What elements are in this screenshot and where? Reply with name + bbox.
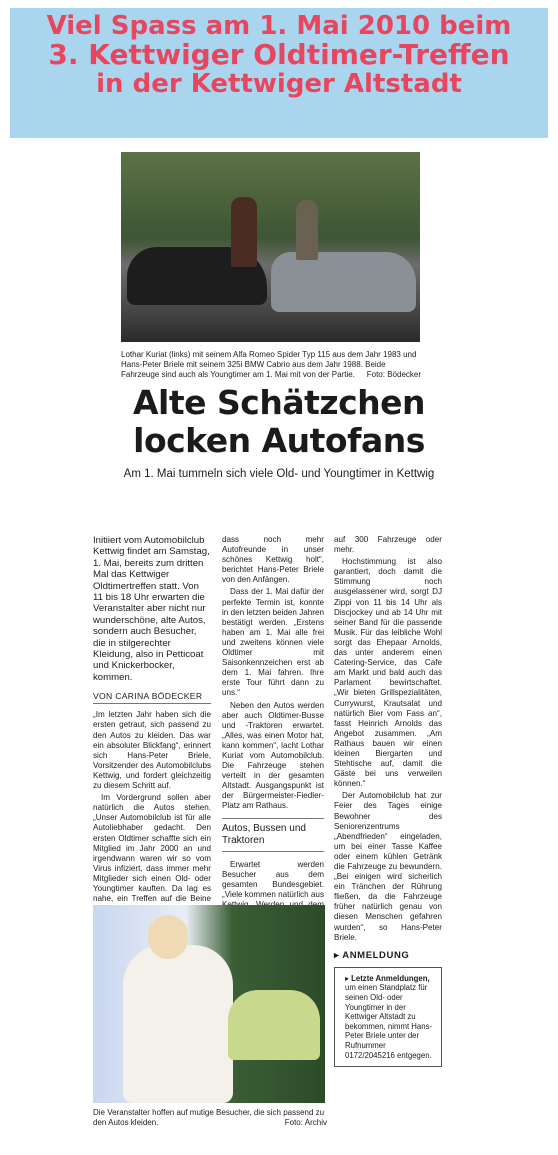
person-right xyxy=(296,200,318,260)
photo-credit: Foto: Bödecker xyxy=(366,370,421,379)
anmeldung-title: ANMELDUNG xyxy=(342,949,410,961)
infobox-text: um einen Standplatz für seinen Old- oder Youngtimer in der Kettwiger Altstadt zu bekommen, nimmt Hans-Peter Briele unter der Rufnummer 0172/2045216 entgegen. xyxy=(345,983,433,1060)
person-left xyxy=(231,197,257,267)
oldtimer-car xyxy=(228,990,320,1060)
article-subheadline: Am 1. Mai tummeln sich viele Old- und Youngtimer in Kettwig xyxy=(123,468,435,480)
arrow-icon: ▸ xyxy=(345,973,352,983)
anmeldung-infobox xyxy=(334,967,442,1067)
photo-caption-top xyxy=(121,350,421,380)
paragraph: Dass der 1. Mai dafür der perfekte Termin ist, konnte in den letzten beiden Jahren bestätigt werden. „Erstens haben am 1. Mai alle frei und zweitens können viele Oldtimer mit Saisonkennzeichen erst ab dem 1. Mai fahren. Ihre erste Tour führt dann zu uns.“ xyxy=(222,587,324,698)
banner-line-3: in der Kettwiger Altstadt xyxy=(96,69,462,100)
banner-line-1: Viel Spass am 1. Mai 2010 beim xyxy=(46,11,512,41)
paragraph: dass noch mehr Autofreunde in unser schönes Kettwig holt“, berichtet Hans-Peter Briele von den Anfängen. xyxy=(222,535,324,585)
woman-head xyxy=(148,915,188,959)
headline-line-1: Alte Schätzchen xyxy=(133,383,425,422)
banner-line-2: 3. Kettwiger Oldtimer-Treffen xyxy=(48,38,510,72)
paragraph: Hochstimmung ist also garantiert, doch damit die Stimmung noch ausgelassener wird, sorgt DJ Zippi von 11 bis 14 Uhr als Discjockey und ab 14 Uhr mit seiner Band für die passende Musik. Für das leibliche Wohl sorgt das Ehepaar Arnolds, das unter anderem einen Catering-Service, das Cafe am Markt und bald auch das Parlament bewirtschaftet. „Wir bieten Grillspezialitäten, Currywurst, Krautsalat und natürlich Bier vom Fass an“, fasst Heinrich Arnolds das Angebot zusammen. „Am Rathaus bauen wir einen kleinen Biergarten und Stehtische auf, damit die Gäste bei uns verweilen können.“ xyxy=(334,557,442,789)
paragraph: auf 300 Fahrzeuge oder mehr. xyxy=(334,535,442,555)
caption-text: Die Veranstalter hoffen auf mutige Besucher, die sich passend zu den Autos kleiden. xyxy=(93,1108,325,1127)
photo-credit: Foto: Archiv xyxy=(284,1118,327,1127)
headline-line-2: locken Autofans xyxy=(133,421,425,460)
photo-cars-owners xyxy=(121,152,420,342)
paragraph: Im Vordergrund sollen aber natürlich die Autos stehen. „Unser Automobilclub ist für alle Autoliebhaber gedacht. Den ersten Oldtimer schaffte sich ein Mitglied im Jahr 2000 an und irgendwann waren wir so vom Virus infiziert, dass immer mehr Mitglieder sich einen Old- oder Youngtimer kauften. Da lag es nahe, ein Treffen auf die Beine xyxy=(93,793,211,904)
event-banner xyxy=(10,8,548,138)
arrow-icon: ▸ xyxy=(334,949,343,961)
article-headline xyxy=(100,384,458,460)
paragraph: „Im letzten Jahr haben sich die ersten getraut, sich passend zu den Autos zu kleiden. Das war ein absoluter Blickfang“, erinnert sich Hans-Peter Briele, Vorsitzender des Automobilclubs Kettwig, und fordert gleichzeitig zu diesem Schritt auf. xyxy=(93,710,211,791)
article-lead: Initiiert vom Automobilclub Kettwig findet am Samstag, 1. Mai, bereits zum dritten Mal das Kettwiger Oldtimertreffen statt. Von 11 bis 18 Uhr erwarten die Veranstalter aber nicht nur wunderschöne, alte Autos, sondern auch Besucher, die in stilgerechter Kleidung, also in Petticoat und Knickerbocker, kommen. xyxy=(93,535,210,683)
paragraph: Neben den Autos werden aber auch Oldtimer-Busse und -Traktoren erwartet. „Alles, was einen Motor hat, kann kommen“, lacht Lothar Kuriat vom Automobilclub. Die Fahrzeuge stehen verteilt in der gesamten Altstadt. Ausgangspunkt ist der Bürgermeister-Fiedler-Platz am Rathaus. xyxy=(222,700,324,811)
infobox-lead: Letzte Anmeldungen, xyxy=(351,973,430,983)
article-column-1 xyxy=(93,535,211,916)
photo-caption-bottom xyxy=(93,1108,327,1128)
intertitle: Autos, Bussen und Traktoren xyxy=(222,818,324,852)
paragraph: Erwartet werden Besucher aus dem gesamten Bundesgebiet. „Viele kommen natürlich aus xyxy=(222,859,324,899)
petticoat-dress xyxy=(123,945,233,1103)
photo-woman-petticoat xyxy=(93,905,325,1103)
article-byline: VON CARINA BÖDECKER xyxy=(93,691,211,704)
caption-text: Lothar Kuriat (links) mit seinem Alfa Romeo Spider Typ 115 aus dem Jahr 1983 und Hans-Peter Briele mit seinem 325i BMW Cabrio aus dem Jahr 1988. Beide Fahrzeuge sind auch als Youngtimer am 1. Mai mit von der Partie. xyxy=(121,350,417,379)
paragraph: Der Automobilclub hat zur Feier des Tages einige Bewohner des Seniorenzentrums „Abendfrieden“ eingeladen, um bei einer Tasse Kaffee oder einem kühlen Getränk die Fahrzeuge zu bewundern. „Bei einigen wird sicherlich ein Tränchen der Rührung fließen, da die Fahrzeuge früher natürlich genau von diesen Menschen gefahren wurden“, so Hans-Peter Briele. xyxy=(334,791,442,942)
anmeldung-heading xyxy=(334,951,442,961)
article-column-3 xyxy=(334,535,442,1067)
bmw-cabrio-car xyxy=(271,252,416,312)
